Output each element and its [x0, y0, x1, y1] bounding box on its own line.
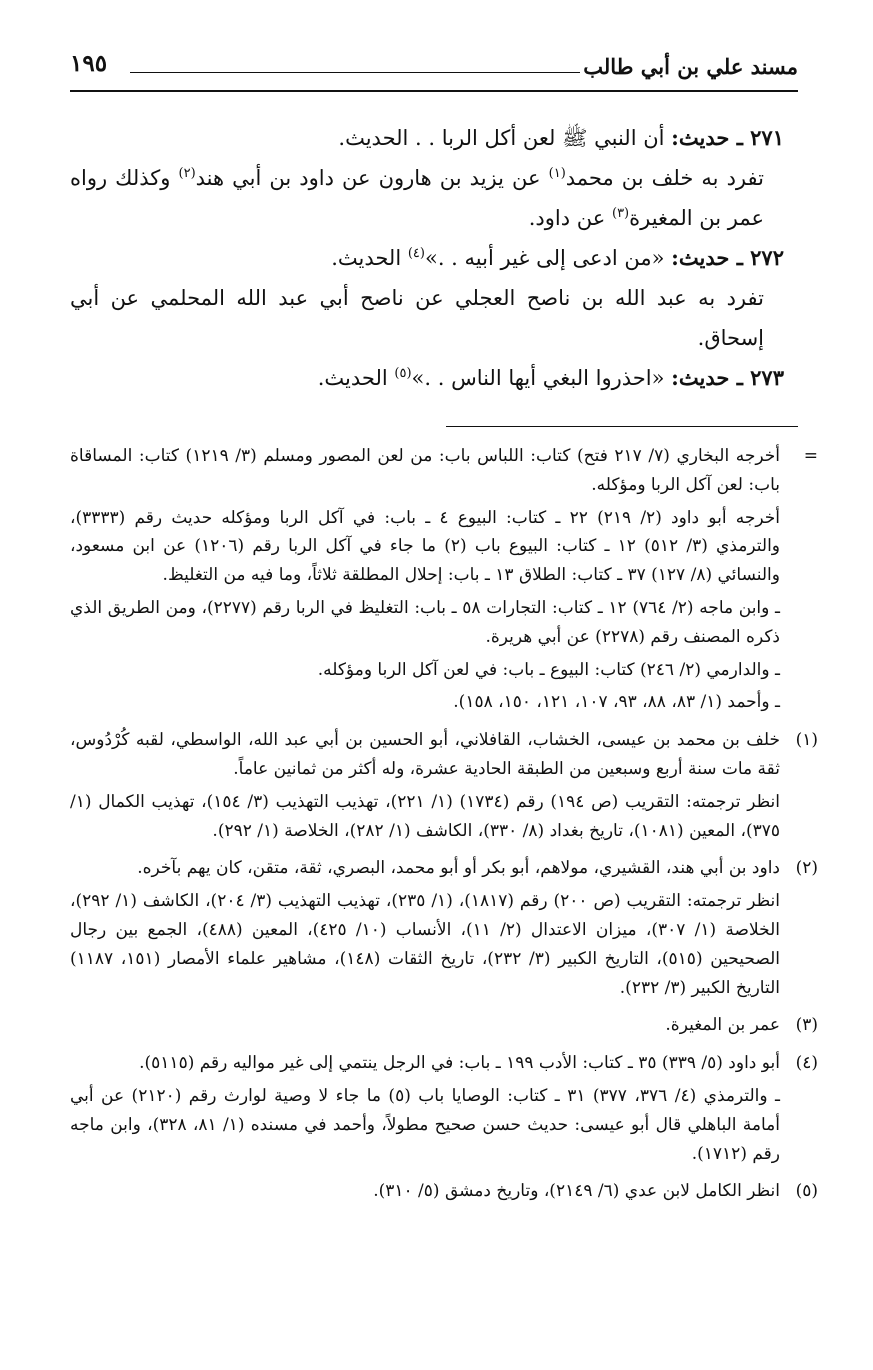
footnote-mark: (٥) [795, 1181, 818, 1202]
hadith-271 [70, 118, 798, 158]
footnote-paragraph: ـ والدارمي (٢/ ٢٤٦) كتاب: البيوع ـ باب: في لعن آكل الربا ومؤكله. [317, 659, 780, 680]
footnote-paragraph: أخرجه أبو داود (٢/ ٢١٩) ٢٢ ـ كتاب: البيوع ٤ ـ باب: في آكل الربا ومؤكله حديث رقم (٣٣٣٣)، والترمذي (٣/ ٥١٢) ١٢ ـ كتاب: البيوع باب (٢) ما جاء في آكل الربا رقم (١٢٠٦) عن ابن مسعود، والنسائي (٨/ ١٢٧) ٣٧ ـ كتاب: الطلاق ١٣ ـ باب: إحلال المطلقة ثلاثاً، وما فيه من التغليظ. [70, 507, 781, 586]
hadith-number: ٢٧٣ ـ حديث: [671, 365, 784, 390]
footnote-body [70, 1011, 780, 1044]
footnote-paragraph: داود بن أبي هند، القشيري، مولاهم، أبو بكر أو أبو محمد، البصري، ثقة، متقن، كان يهم بآخره. [137, 858, 780, 879]
footnote-separator [446, 426, 798, 427]
footnote-paragraph: انظر الكامل لابن عدي (٦/ ٢١٤٩)، وتاريخ دمشق (٥/ ٣١٠). [373, 1181, 780, 1202]
hadith-text: «احذروا البغي أيها الناس . .» [411, 366, 665, 390]
footnote-body [70, 854, 780, 1006]
hadith-271-commentary [70, 158, 798, 238]
footnote-ref-2[interactable]: (٢) [178, 166, 196, 181]
hadith-tail: الحديث. [317, 366, 388, 390]
footnote-5 [70, 1177, 818, 1210]
commentary-text: وكذلك رواه عمر بن المغيرة [70, 166, 764, 230]
running-title: مسند علي بن أبي طالب [583, 54, 798, 79]
main-text [70, 118, 798, 398]
commentary-text: تفرد به خلف بن محمد [565, 166, 764, 190]
page-number: ١٩٥ [70, 50, 108, 77]
footnote-paragraph: ـ والترمذي (٤/ ٣٧٦، ٣٧٧) ٣١ ـ كتاب: الوصايا باب (٥) ما جاء لا وصية لوارث رقم (٢١٢٠) عن أبي أمامة الباهلي قال أبو عيسى: حديث حسن صحيح مطولاً، وأحمد في مسنده (١/ ٨١، ٣٢٨)، وابن ماجه رقم (١٧١٢). [70, 1085, 780, 1164]
hadith-272-commentary: تفرد به عبد الله بن ناصح العجلي عن ناصح أبي عبد الله المحلمي عن أبي إسحاق. [70, 286, 764, 350]
footnote-mark: (١) [795, 730, 818, 751]
footnote-ref-1[interactable]: (١) [548, 166, 566, 181]
footnote-continued [70, 442, 818, 721]
header-leader-line [130, 72, 580, 73]
commentary-text: عن يزيد بن هارون عن داود بن أبي هند [195, 166, 541, 190]
footnote-2 [70, 854, 818, 1006]
footnote-paragraph: عمر بن المغيرة. [665, 1015, 780, 1036]
footnote-mark: (٤) [795, 1053, 818, 1074]
hadith-number: ٢٧٢ ـ حديث: [671, 245, 784, 270]
footnote-mark: = [803, 446, 818, 466]
commentary-text: عن داود. [528, 206, 606, 230]
hadith-text: أن النبي ﷺ لعن أكل الربا . . الحديث. [338, 126, 665, 150]
footnote-4 [70, 1049, 818, 1172]
footnote-paragraph: أخرجه البخاري (٧/ ٢١٧ فتح) كتاب: اللباس باب: من لعن المصور ومسلم (٣/ ١٢١٩) كتاب: المساقاة باب: لعن آكل الربا ومؤكله. [70, 446, 780, 495]
footnote-1 [70, 726, 818, 849]
footnote-paragraph: انظر ترجمته: التقريب (ص ١٩٤) رقم (١٧٣٤) (١/ ٢٢١)، تهذيب التهذيب (٣/ ١٥٤)، تهذيب الكمال (١/ ٣٧٥)، المعين (١٠٨١)، تاريخ بغداد (٨/ ٣٣٠)، الكاشف (١/ ٢٨٢)، الخلاصة (١/ ٢٩٢). [70, 791, 780, 841]
footnote-paragraph: انظر ترجمته: التقريب (ص ٢٠٠) رقم (١٨١٧)، (١/ ٢٣٥)، تهذيب التهذيب (٣/ ٢٠٤)، الكاشف (١/ ٢٩٢)، الخلاصة (١/ ٣٠٧)، ميزان الاعتدال (٢/ ١١)، الأنساب (١٠/ ٤٢٥)، المعين (٤٨٨)، الجمع بين رجال الصحيحين (٥١٥)، التاريخ الكبير (٣/ ٢٣٢)، تاريخ الثقات (١٤٨)، مشاهير علماء الأمصار (١٥١، ١١٨٧) التاريخ الكبير (٣/ ٢٣٢). [70, 891, 780, 998]
footnote-mark: (٣) [795, 1015, 818, 1036]
footnote-ref-4[interactable]: (٤) [407, 246, 425, 261]
hadith-tail: الحديث. [331, 246, 402, 270]
footnote-body [70, 1177, 780, 1210]
header-rule [70, 90, 798, 92]
hadith-273 [70, 358, 798, 398]
footnote-paragraph: أبو داود (٥/ ٣٣٩) ٣٥ ـ كتاب: الأدب ١٩٩ ـ باب: في الرجل ينتمي إلى غير مواليه رقم (٥١١٥). [139, 1053, 780, 1074]
footnote-body [70, 726, 780, 849]
footnote-body [70, 1049, 780, 1172]
hadith-272 [70, 238, 798, 278]
footnote-paragraph: ـ وابن ماجه (٢/ ٧٦٤) ١٢ ـ كتاب: التجارات ٥٨ ـ باب: التغليظ في الربا رقم (٢٢٧٧)، ومن الطريق الذي ذكره المصنف رقم (٢٢٧٨) عن أبي هريرة. [70, 597, 780, 647]
page-header [70, 48, 798, 94]
footnote-body [70, 442, 780, 721]
footnote-ref-5[interactable]: (٥) [394, 366, 412, 381]
footnote-mark: (٢) [795, 858, 818, 879]
hadith-number: ٢٧١ ـ حديث: [671, 125, 784, 150]
footnote-paragraph: ـ وأحمد (١/ ٨٣، ٨٨، ٩٣، ١٠٧، ١٢١، ١٥٠، ١٥٨). [453, 692, 780, 713]
footnote-paragraph: خلف بن محمد بن عيسى، الخشاب، القافلاني، أبو الحسين بن أبي عبد الله، الواسطي، لقبه كُرْدُوس، ثقة مات سنة أربع وسبعين من الطبقة الحادية عشرة، وله أكثر من ثمانين عاماً. [70, 730, 780, 779]
footnote-3 [70, 1011, 818, 1044]
hadith-text: «من ادعى إلى غير أبيه . .» [424, 246, 665, 270]
book-page [70, 0, 818, 1370]
footnotes [70, 442, 818, 1215]
footnote-ref-3[interactable]: (٣) [611, 206, 630, 221]
